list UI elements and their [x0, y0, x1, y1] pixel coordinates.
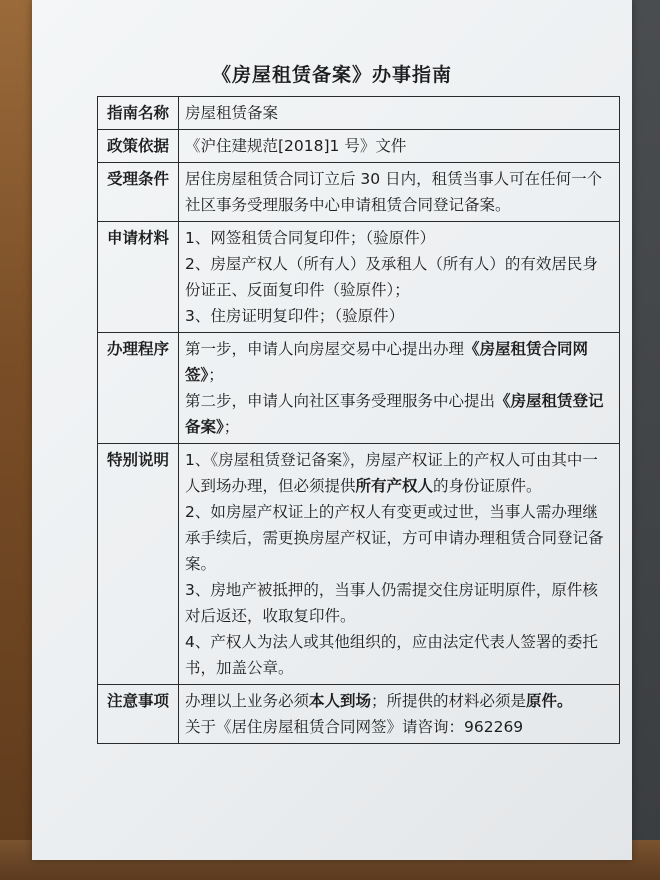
row-value-name: 房屋租赁备案: [179, 97, 620, 130]
table-row: [98, 685, 620, 744]
guide-table: [97, 96, 620, 744]
row-label-attention: 注意事项: [98, 685, 179, 744]
attention-line-1: 办理以上业务必须本人到场；所提供的材料必须是原件。: [185, 692, 573, 710]
procedure-step-2: 第二步，申请人向社区事务受理服务中心提出《房屋租赁登记备案》；: [185, 392, 604, 436]
note-item: 4、产权人为法人或其他组织的，应由法定代表人签署的委托书，加盖公章。: [185, 633, 598, 677]
row-label-materials: 申请材料: [98, 222, 179, 333]
row-label-notes: 特别说明: [98, 444, 179, 685]
row-label-procedure: 办理程序: [98, 333, 179, 444]
note-item: 1、《房屋租赁登记备案》，房屋产权证上的产权人可由其中一人到场办理，但必须提供所有产权人的身份证原件。: [185, 451, 598, 495]
material-item: 1、网签租赁合同复印件；（验原件）: [185, 229, 436, 247]
table-row: [98, 444, 620, 685]
material-item: 2、房屋产权人（所有人）及承租人（所有人）的有效居民身份证正、反面复印件（验原件）；: [185, 255, 598, 299]
attention-line-2: 关于《居住房屋租赁合同网签》请咨询：962269: [185, 718, 524, 736]
row-label-conditions: 受理条件: [98, 163, 179, 222]
row-label-policy: 政策依据: [98, 130, 179, 163]
table-row: [98, 163, 620, 222]
table-row: [98, 333, 620, 444]
note-item: 3、房地产被抵押的，当事人仍需提交住房证明原件，原件核对后返还，收取复印件。: [185, 581, 598, 625]
row-value-procedure: [179, 333, 620, 444]
table-row: [98, 222, 620, 333]
row-label-name: 指南名称: [98, 97, 179, 130]
document-title: 《房屋租赁备案》办事指南: [211, 64, 452, 86]
row-value-attention: [179, 685, 620, 744]
note-item: 2、如房屋产权证上的产权人有变更或过世，当事人需办理继承手续后，需更换房屋产权证，方可申请办理租赁合同登记备案。: [185, 503, 604, 573]
table-row: [98, 97, 620, 130]
row-value-notes: [179, 444, 620, 685]
row-value-policy: 《沪住建规范[2018]1 号》文件: [179, 130, 620, 163]
row-value-conditions: 居住房屋租赁合同订立后 30 日内，租赁当事人可在任何一个社区事务受理服务中心申请租赁合同登记备案。: [179, 163, 620, 222]
table-row: [98, 130, 620, 163]
procedure-step-1: 第一步，申请人向房屋交易中心提出办理《房屋租赁合同网签》；: [185, 340, 589, 384]
material-item: 3、住房证明复印件；（验原件）: [185, 307, 405, 325]
row-value-materials: [179, 222, 620, 333]
